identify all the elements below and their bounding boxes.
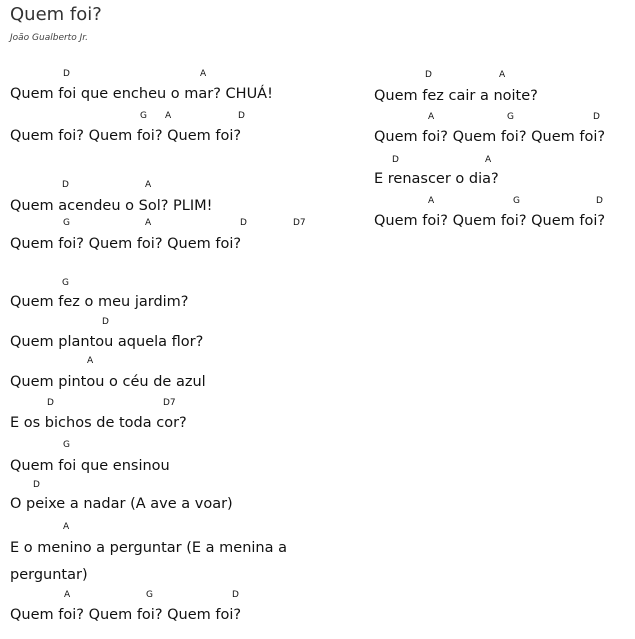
lyric-line: E os bichos de toda cor? [10, 415, 187, 431]
lyric-line: Quem fez cair a noite? [374, 88, 538, 104]
chord-label: D [596, 196, 603, 206]
chord-label: D [593, 112, 600, 122]
chord-label: D [63, 69, 70, 79]
chord-label: A [165, 111, 172, 121]
chord-label: A [145, 180, 152, 190]
lyric-line: Quem pintou o céu de azul [10, 374, 206, 390]
lyric-line: Quem foi? Quem foi? Quem foi? [10, 607, 242, 623]
song-title: Quem foi? [10, 4, 102, 25]
chord-label: A [499, 70, 506, 80]
chord-label: A [63, 522, 70, 532]
chord-label: D [232, 590, 239, 600]
lyric-line: Quem acendeu o Sol? PLIM! [10, 198, 213, 214]
chord-label: D7 [163, 398, 176, 408]
chord-label: D [62, 180, 69, 190]
chord-label: G [513, 196, 520, 206]
chord-label: D [392, 155, 399, 165]
chord-label: D [238, 111, 245, 121]
chord-label: D [33, 480, 40, 490]
chord-label: A [87, 356, 94, 366]
chord-label: A [200, 69, 207, 79]
chord-label: D [240, 218, 247, 228]
chord-label: D [102, 317, 109, 327]
chord-label: A [428, 112, 435, 122]
lyric-line: Quem plantou aquela flor? [10, 334, 204, 350]
lyric-line: Quem foi? Quem foi? Quem foi? [374, 213, 606, 229]
chord-label: A [145, 218, 152, 228]
lyric-line: Quem foi? Quem foi? Quem foi? [10, 236, 242, 252]
song-author: João Gualberto Jr. [10, 33, 88, 43]
chord-label: A [485, 155, 492, 165]
chord-label: G [62, 278, 69, 288]
chord-label: A [428, 196, 435, 206]
lyric-line: Quem foi que encheu o mar? CHUÁ! [10, 86, 273, 102]
lyric-line: Quem foi que ensinou [10, 458, 170, 474]
lyric-line: O peixe a nadar (A ave a voar) [10, 496, 233, 512]
chord-label: G [507, 112, 514, 122]
lyric-line: perguntar) [10, 567, 88, 583]
chord-label: D7 [293, 218, 306, 228]
chord-label: G [146, 590, 153, 600]
chord-label: G [140, 111, 147, 121]
chord-label: A [64, 590, 71, 600]
chord-label: G [63, 218, 70, 228]
lyric-line: Quem foi? Quem foi? Quem foi? [374, 129, 606, 145]
lyric-line: E renascer o dia? [374, 171, 499, 187]
lyric-line: Quem fez o meu jardim? [10, 294, 189, 310]
chord-label: G [63, 440, 70, 450]
lyric-line: E o menino a perguntar (E a menina a [10, 540, 287, 556]
chord-label: D [47, 398, 54, 408]
lyric-line: Quem foi? Quem foi? Quem foi? [10, 128, 242, 144]
chord-label: D [425, 70, 432, 80]
